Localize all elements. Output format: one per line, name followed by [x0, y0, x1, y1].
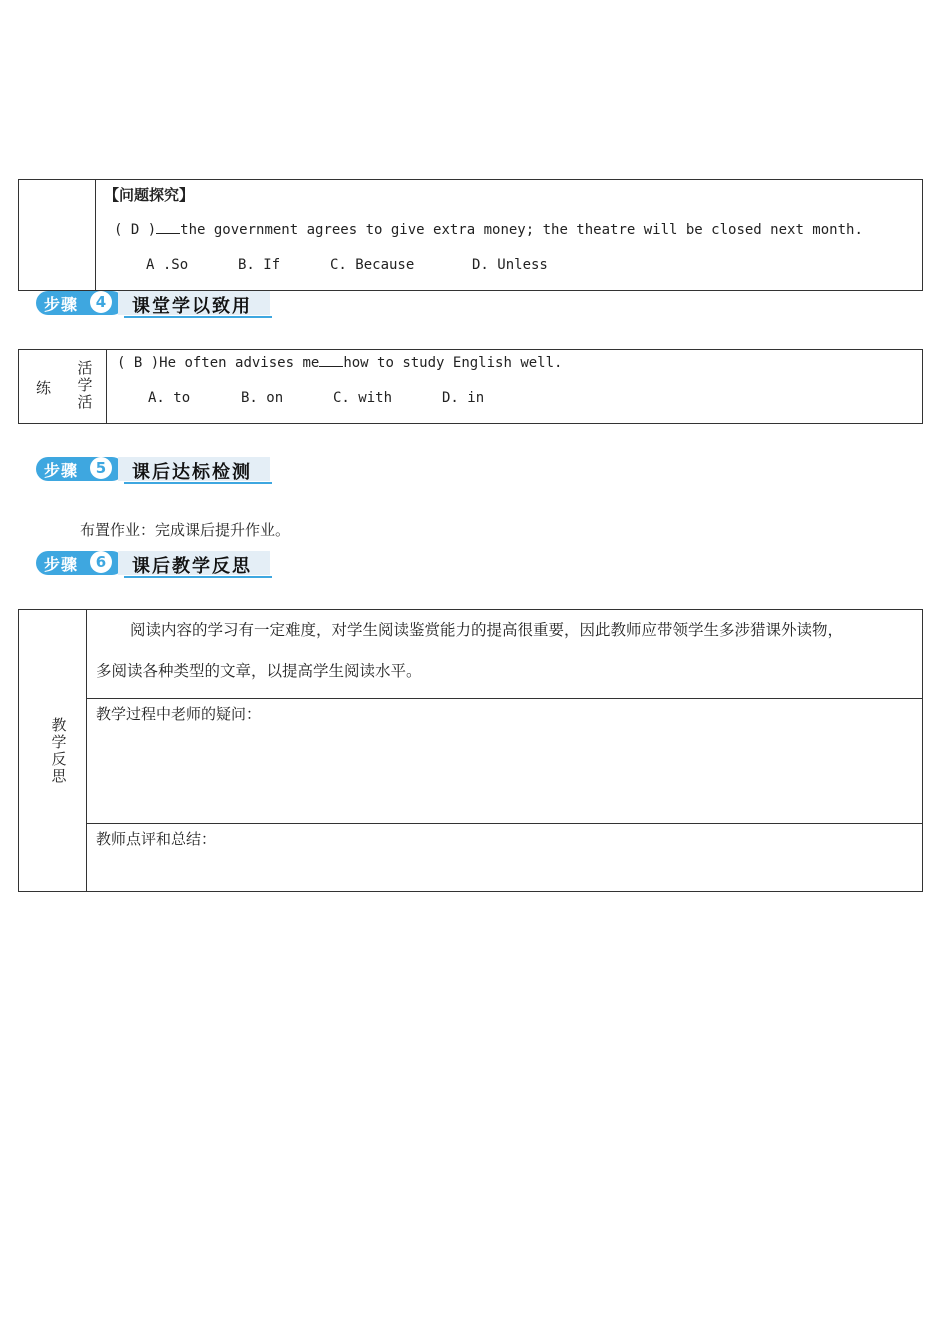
step-underline [124, 576, 272, 578]
option-c: C. Because [330, 257, 415, 273]
teacher-summary-label: 教师点评和总结： [96, 830, 217, 848]
step-4-banner [36, 290, 272, 318]
vertical-char: 活 [77, 359, 93, 377]
reflection-paragraph-line2: 多阅读各种类型的文章，以提高学生阅读水平。 [96, 662, 422, 680]
teacher-questions-label: 教学过程中老师的疑问： [96, 705, 262, 723]
reflection-row-divider-2 [86, 823, 923, 824]
step-title: 课后教学反思 [132, 556, 252, 577]
vertical-char: 学 [51, 733, 67, 751]
practice-table-divider [106, 349, 107, 424]
step-label: 步骤 [44, 295, 79, 314]
reflection-table [18, 609, 923, 892]
reflection-side-label [51, 717, 67, 785]
question-text-before: He often advises me [159, 355, 320, 371]
step-number: 5 [90, 457, 112, 479]
step-underline [124, 316, 272, 318]
inquiry-question [114, 221, 863, 238]
practice-question [117, 354, 562, 371]
step-6-banner [36, 550, 272, 578]
reflection-row-divider-1 [86, 698, 923, 699]
option-a: A. to [148, 390, 191, 406]
homework-text: 布置作业：完成课后提升作业。 [80, 521, 291, 539]
reflection-table-divider [86, 609, 87, 892]
answer-prefix: ( B ) [117, 355, 160, 371]
inquiry-heading: 【问题探究】 [104, 186, 195, 204]
step-label: 步骤 [44, 555, 79, 574]
answer-prefix: ( D ) [114, 222, 157, 238]
question-text: the government agrees to give extra money; the theatre will be closed next month. [180, 222, 863, 238]
step-label: 步骤 [44, 461, 79, 480]
option-a: A .So [146, 257, 189, 273]
step-number: 6 [90, 551, 112, 573]
vertical-char: 活 [77, 393, 93, 411]
answer-blank [156, 221, 180, 234]
step-title: 课堂学以致用 [132, 296, 252, 317]
reflection-paragraph-line1: 阅读内容的学习有一定难度，对学生阅读鉴赏能力的提高很重要，因此教师应带领学生多涉猎课外读物， [130, 621, 844, 639]
vertical-char: 思 [51, 767, 67, 785]
question-text-after: how to study English well. [343, 355, 563, 371]
vertical-char: 反 [51, 750, 67, 768]
option-d: D. Unless [472, 257, 548, 273]
option-b: B. on [241, 390, 284, 406]
practice-label-left: 练 [36, 379, 52, 397]
answer-blank [319, 354, 343, 367]
step-5-banner [36, 456, 272, 484]
step-title: 课后达标检测 [132, 462, 252, 483]
step-underline [124, 482, 272, 484]
step-number: 4 [90, 291, 112, 313]
vertical-char: 学 [77, 376, 93, 394]
option-b: B. If [238, 257, 281, 273]
vertical-char: 教 [51, 716, 67, 734]
practice-label-vertical [77, 360, 93, 411]
option-c: C. with [333, 390, 393, 406]
option-d: D. in [442, 390, 485, 406]
inquiry-table-divider [95, 179, 96, 291]
